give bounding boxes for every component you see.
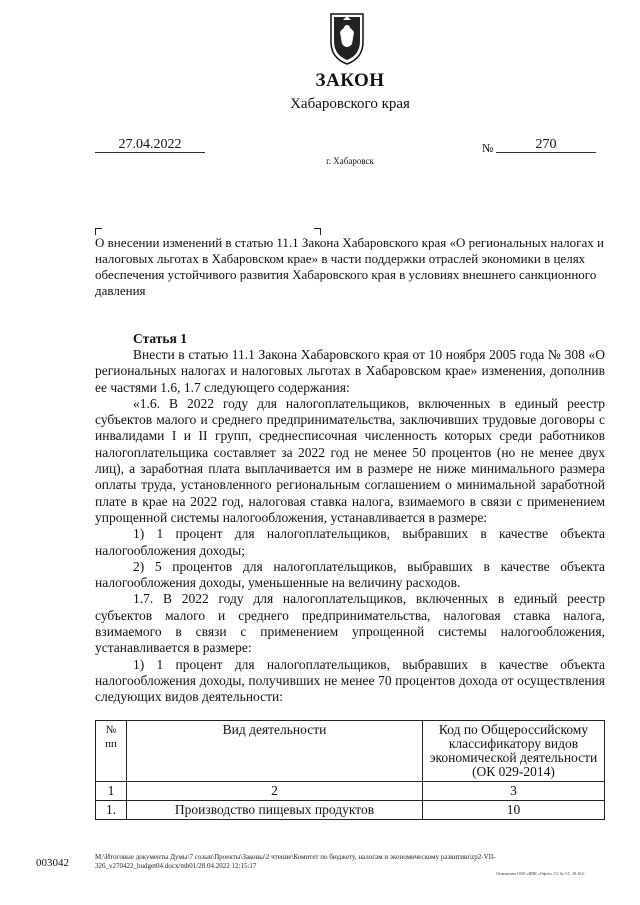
- paragraph: 1) 1 процент для налогоплательщиков, выбравших в качестве объекта налогообложения доходы;: [95, 526, 605, 558]
- activities-table: [95, 720, 605, 820]
- file-path: M:\Итоговые документы Думы\7 созыв\Проекты\Законы\2 чтение\Комитет по бюджету, налогам и экономическому развитию\zp2-VII-326_v270422_budget04.docx/mb01/28.04.2022 12:15:17: [95, 853, 496, 870]
- column-header-code: Код по Общероссийскому классификатору видов экономической деятельности (ОК 029-2014): [423, 721, 605, 782]
- table-cell: 2: [127, 782, 423, 801]
- table-header-row: [96, 721, 605, 782]
- table-cell: 10: [423, 801, 605, 820]
- title-bracket-right: [314, 228, 321, 235]
- paragraph: 1.7. В 2022 году для налогоплательщиков, включенных в единый реестр субъектов малого и среднего предпринимательства, налоговая ставка налога, взимаемого в связи с применением упрощенной системы налогообложения, устанавливается в размере:: [95, 591, 605, 656]
- document-type: ЗАКОН: [315, 70, 385, 91]
- table-cell: 1: [96, 782, 127, 801]
- law-title: О внесении изменений в статью 11.1 Закона Хабаровского края «О региональных налогах и налоговых льготах в Хабаровском крае» в части поддержки отраслей экономики в целях обеспечения устойчивого развития Хабаровского края в условиях внешнего санкционного давления: [95, 235, 604, 298]
- table-cell: 3: [423, 782, 605, 801]
- city-name: г. Хабаровск: [326, 156, 374, 166]
- table-numbering-row: [96, 782, 605, 801]
- print-signature: Отпечатано ООО «ИПК «Офсет» Т.1 № 3 С. 18.10.6: [496, 871, 585, 876]
- coat-of-arms-icon: [327, 10, 367, 66]
- article-heading: Статья 1: [133, 331, 187, 346]
- article-body: [95, 347, 605, 706]
- law-date: 27.04.2022: [95, 138, 205, 153]
- table-row: [96, 801, 605, 820]
- table-cell: Производство пищевых продуктов: [127, 801, 423, 820]
- column-header-activity: Вид деятельности: [127, 721, 423, 782]
- table-cell: 1.: [96, 801, 127, 820]
- number-sign: №: [482, 141, 494, 155]
- law-number: 270: [496, 138, 596, 153]
- title-bracket-left: [95, 228, 102, 235]
- paragraph: 2) 5 процентов для налогоплательщиков, выбравших в качестве объекта налогообложения доходы, уменьшенные на величину расходов.: [95, 558, 605, 591]
- column-header-number: № пп: [96, 721, 127, 782]
- paragraph: «1.6. В 2022 году для налогоплательщиков, включенных в единый реестр субъектов малого и среднего предпринимательства, заключивших трудовые договоры с инвалидами I и II групп, среднесписочная численность которых среди работников налогоплательщика составляет за 2022 год не менее 50 процентов (но не менее двух лиц), а заработная плата выплачивается им в размере не ниже минимального размера оплаты труда, установленного региональным соглашением о минимальной заработной плате в крае на 2022 год, налоговая ставка налога, взимаемого в связи с применением упрощенной системы налогообложения, устанавливается в размере:: [95, 395, 605, 525]
- document-id: 003042: [36, 857, 69, 869]
- region-name: Хабаровского края: [290, 96, 410, 112]
- paragraph: Внести в статью 11.1 Закона Хабаровского края от 10 ноября 2005 года № 308 «О региональных налогах и налоговых льготах в Хабаровском крае» изменения, дополнив ее частями 1.6, 1.7 следующего содержания:: [95, 347, 605, 395]
- paragraph: 1) 1 процент для налогоплательщиков, выбравших в качестве объекта налогообложения доходы, получивших не менее 70 процентов дохода от осуществления следующих видов деятельности:: [95, 656, 605, 705]
